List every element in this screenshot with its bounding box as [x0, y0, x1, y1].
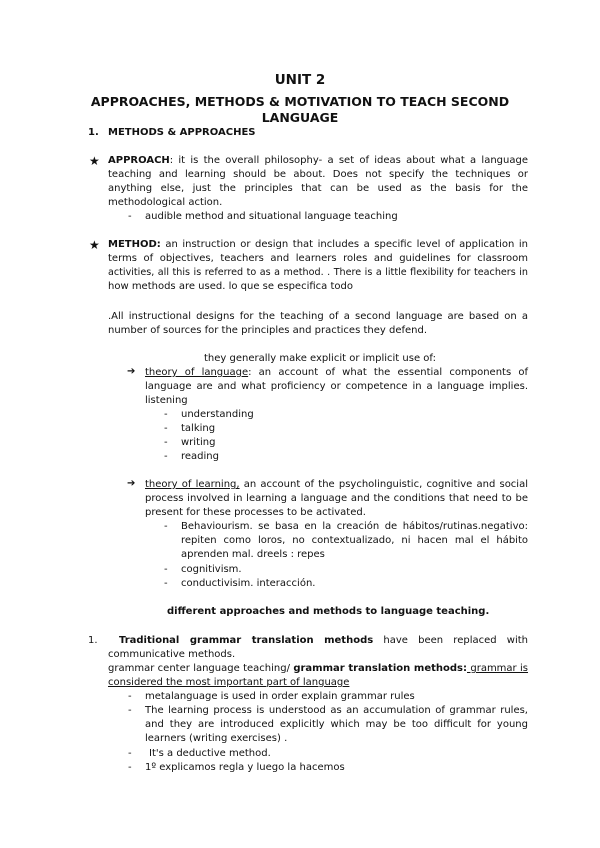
theory-language-line3: listening	[145, 395, 188, 406]
dash-bullet: -	[164, 437, 168, 448]
list-item: 1º explicamos regla y luego la hacemos	[145, 762, 345, 773]
traditional-line4: considered the most important part of language	[108, 677, 350, 688]
behaviourism-line2: repiten como loros, no contextualizado, ni hacen mal el hábito	[181, 535, 528, 546]
theory-language-line1	[145, 367, 528, 378]
approach-line4: methodological action.	[108, 197, 223, 208]
method-text-1: an instruction or design that includes a specific level of application in	[160, 239, 528, 250]
list-number: 1.	[88, 635, 98, 646]
traditional-line3-underline: grammar is	[467, 663, 529, 674]
traditional-line3-plain: grammar center language teaching/	[108, 663, 294, 674]
dash-bullet: -	[164, 564, 168, 575]
dash-bullet: -	[164, 423, 168, 434]
traditional-line3	[108, 663, 528, 674]
list-item: writing	[181, 437, 216, 448]
approach-line2: teaching and learning should be about. Does not specify the techniques or	[108, 169, 528, 180]
traditional-item2-line2: and they are introduced explicitly which may be too difficult for young	[145, 719, 528, 730]
traditional-item2-line1: The learning process is understood as an accumulation of grammar rules,	[145, 705, 528, 716]
behaviourism-line3: aprenden mal. dreels : repes	[181, 549, 325, 560]
star-bullet-icon: ★	[89, 238, 100, 252]
arrow-bullet-icon: ➔	[127, 478, 136, 489]
theory-learning-line1	[145, 479, 528, 490]
section-heading: METHODS & APPROACHES	[108, 127, 256, 138]
instructional-line1: .All instructional designs for the teaching of a second language are based on a	[108, 311, 528, 322]
subsection-heading: different approaches and methods to language teaching.	[167, 606, 490, 617]
list-item: reading	[181, 451, 219, 462]
method-line2: terms of objectives, teachers and learners roles and guidelines for classroom	[108, 253, 528, 264]
star-bullet-icon: ★	[89, 154, 100, 168]
theory-learning-line3: present for these processes to be activated.	[145, 507, 366, 518]
dash-bullet: -	[128, 748, 132, 759]
approach-label: APPROACH	[108, 155, 170, 166]
theory-language-text-1: : an account of what the essential components of	[248, 367, 528, 378]
approach-text-1: : it is the overall philosophy- a set of ideas about what a language	[169, 155, 528, 166]
traditional-item2-line3: learners (writing exercises) .	[145, 733, 288, 744]
section-number: 1.	[88, 127, 99, 138]
dash-bullet: -	[128, 705, 132, 716]
dash-bullet: -	[128, 762, 132, 773]
list-item: talking	[181, 423, 216, 434]
theory-language-label: theory of language	[145, 367, 249, 378]
dash-bullet: -	[164, 521, 168, 532]
list-item: metalanguage is used in order explain grammar rules	[145, 691, 415, 702]
traditional-bold: Traditional grammar translation methods	[119, 635, 374, 646]
traditional-line3-bold: grammar translation methods:	[293, 663, 467, 674]
theory-learning-line2: process involved in learning a language and the conditions that need to be	[145, 493, 528, 504]
dash-bullet: -	[128, 691, 132, 702]
list-item: conductivisim. interacción.	[181, 578, 316, 589]
approach-sub-item: audible method and situational language teaching	[145, 211, 398, 222]
dash-bullet: -	[164, 578, 168, 589]
traditional-line1	[119, 635, 528, 646]
page-title-line2: LANGUAGE	[261, 110, 339, 125]
behaviourism-line1: Behaviourism. se basa en la creación de hábitos/rutinas.negativo:	[181, 521, 528, 532]
method-label: METHOD:	[108, 239, 161, 250]
page-title-line1: APPROACHES, METHODS & MOTIVATION TO TEACH SECOND	[90, 94, 510, 109]
list-item: understanding	[181, 409, 254, 420]
theory-learning-text-1: an account of the psycholinguistic, cognitive and social	[239, 479, 528, 490]
dash-bullet: -	[164, 409, 168, 420]
method-line4: how methods are used. lo que se especifica todo	[108, 281, 353, 292]
unit-title: UNIT 2	[274, 72, 326, 88]
instructional-line2: number of sources for the principles and practices they defend.	[108, 325, 428, 336]
method-line1	[108, 239, 528, 250]
traditional-line2: communicative methods.	[108, 649, 236, 660]
method-line3: activities, all this is referred to as a method. . There is a little flexibility for teachers in	[108, 267, 528, 278]
theory-language-line2: language are and what proficiency or competence in a language implies.	[145, 381, 528, 392]
instructional-line3: they generally make explicit or implicit use of:	[204, 353, 436, 364]
theory-learning-label: theory of learning,	[145, 479, 240, 490]
approach-line1	[108, 155, 528, 166]
dash-bullet: -	[164, 451, 168, 462]
approach-line3: anything else, just the principles that can be used as the basis for the	[108, 183, 528, 194]
traditional-rest: have been replaced with	[383, 635, 528, 646]
arrow-bullet-icon: ➔	[127, 366, 136, 377]
dash-bullet: -	[128, 211, 132, 222]
list-item: cognitivism.	[181, 564, 242, 575]
list-item: It's a deductive method.	[149, 748, 271, 759]
